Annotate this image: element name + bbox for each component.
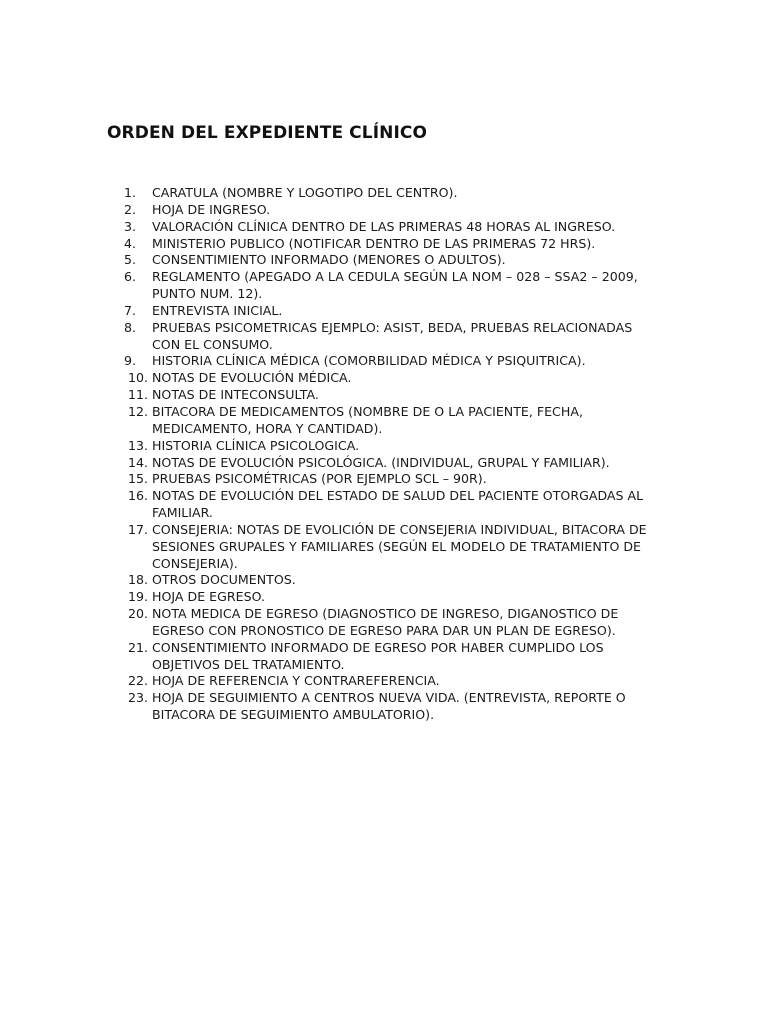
list-item [124, 589, 664, 606]
list-item-number: 21. [128, 639, 149, 655]
list-item-number: 1. [124, 185, 137, 200]
list-item-text: CONSEJERIA: NOTAS DE EVOLICIÓN DE CONSEJERIA INDIVIDUAL, BITACORA DE SESIONES GRUPALES Y FAMILIARES (SEGÚN EL MODELO DE TRATAMIENTO DE CONSEJERIA). [152, 521, 647, 571]
list-item [124, 673, 664, 690]
list-item-number: 6. [124, 269, 137, 285]
list-item-number: 19. [128, 589, 149, 605]
list-item [124, 606, 664, 640]
list-item [124, 303, 664, 320]
list-item-number: 20. [128, 606, 149, 622]
list-item-number: 9. [124, 353, 137, 369]
list-item-number: 13. [128, 437, 149, 453]
list-item-text: MINISTERIO PUBLICO (NOTIFICAR DENTRO DE LAS PRIMERAS 72 HRS). [152, 235, 596, 251]
list-item [124, 404, 664, 438]
list-item-number: 22. [128, 673, 149, 689]
list-item [124, 387, 664, 404]
list-item-number: 18. [128, 572, 149, 588]
list-item [124, 455, 664, 472]
list-item [124, 572, 664, 589]
list-item [124, 202, 664, 219]
list-item-text: OTROS DOCUMENTOS. [152, 572, 296, 588]
list-item [124, 353, 664, 370]
list-item-number: 4. [124, 235, 137, 251]
list-item-number: 14. [128, 454, 149, 470]
numbered-list [124, 185, 664, 724]
list-item-number: 11. [128, 387, 149, 403]
document-title: ORDEN DEL EXPEDIENTE CLÍNICO [107, 123, 427, 143]
list-item-number: 23. [128, 690, 149, 706]
list-item-number: 10. [128, 370, 149, 386]
list-item-text: PRUEBAS PSICOMETRICAS EJEMPLO: ASIST, BEDA, PRUEBAS RELACIONADAS CON EL CONSUMO. [152, 319, 633, 352]
list-item-number: 8. [124, 319, 137, 335]
list-item [124, 471, 664, 488]
list-item [124, 185, 664, 202]
list-item-text: NOTA MEDICA DE EGRESO (DIAGNOSTICO DE INGRESO, DIGANOSTICO DE EGRESO CON PRONOSTICO DE EGRESO PARA DAR UN PLAN DE EGRESO). [152, 606, 619, 638]
list-item-number: 7. [124, 302, 137, 318]
list-item-text: NOTAS DE EVOLUCIÓN DEL ESTADO DE SALUD DEL PACIENTE OTORGADAS AL FAMILIAR. [152, 488, 644, 521]
list-item-text: HISTORIA CLÍNICA MÉDICA (COMORBILIDAD MÉDICA Y PSIQUITRICA). [152, 353, 586, 369]
list-item-number: 3. [124, 218, 137, 234]
list-item-text: CARATULA (NOMBRE Y LOGOTIPO DEL CENTRO). [152, 185, 458, 200]
list-item-number: 5. [124, 252, 137, 268]
list-item-text: NOTAS DE EVOLUCIÓN MÉDICA. [152, 370, 352, 386]
list-item [124, 252, 664, 269]
list-item [124, 370, 664, 387]
list-item-text: REGLAMENTO (APEGADO A LA CEDULA SEGÚN LA NOM – 028 – SSA2 – 2009, PUNTO NUM. 12). [152, 269, 638, 302]
list-item [124, 690, 664, 724]
list-item-text: HOJA DE REFERENCIA Y CONTRAREFERENCIA. [152, 673, 440, 689]
list-item-text: HISTORIA CLÍNICA PSICOLOGICA. [152, 437, 360, 453]
list-item-text: PRUEBAS PSICOMÉTRICAS (POR EJEMPLO SCL – 90R). [152, 471, 487, 487]
list-item-text: NOTAS DE INTECONSULTA. [152, 387, 319, 403]
list-item [124, 522, 664, 573]
list-item [124, 488, 664, 522]
list-item-text: NOTAS DE EVOLUCIÓN PSICOLÓGICA. (INDIVIDUAL, GRUPAL Y FAMILIAR). [152, 454, 610, 470]
list-item [124, 640, 664, 674]
list-item-text: HOJA DE INGRESO. [152, 201, 271, 217]
list-item-text: CONSENTIMIENTO INFORMADO DE EGRESO POR HABER CUMPLIDO LOS OBJETIVOS DEL TRATAMIENTO. [152, 639, 604, 672]
list-item-text: CONSENTIMIENTO INFORMADO (MENORES O ADULTOS). [152, 252, 506, 268]
list-item-text: HOJA DE SEGUIMIENTO A CENTROS NUEVA VIDA. (ENTREVISTA, REPORTE O BITACORA DE SEGUIMIENTO AMBULATORIO). [152, 690, 626, 723]
list-item [124, 438, 664, 455]
list-item-number: 12. [128, 403, 149, 419]
list-item-number: 16. [128, 488, 149, 504]
list-item-number: 15. [128, 471, 149, 487]
list-item [124, 320, 664, 354]
list-item [124, 219, 664, 236]
list-item-number: 17. [128, 521, 149, 537]
list-item-text: VALORACIÓN CLÍNICA DENTRO DE LAS PRIMERAS 48 HORAS AL INGRESO. [152, 218, 616, 234]
list-item-text: BITACORA DE MEDICAMENTOS (NOMBRE DE O LA PACIENTE, FECHA, MEDICAMENTO, HORA Y CANTIDAD). [152, 403, 583, 436]
list-item-text: HOJA DE EGRESO. [152, 589, 265, 605]
list-item [124, 269, 664, 303]
list-item-number: 2. [124, 201, 137, 217]
list-item-text: ENTREVISTA INICIAL. [152, 302, 283, 318]
list-item [124, 236, 664, 253]
